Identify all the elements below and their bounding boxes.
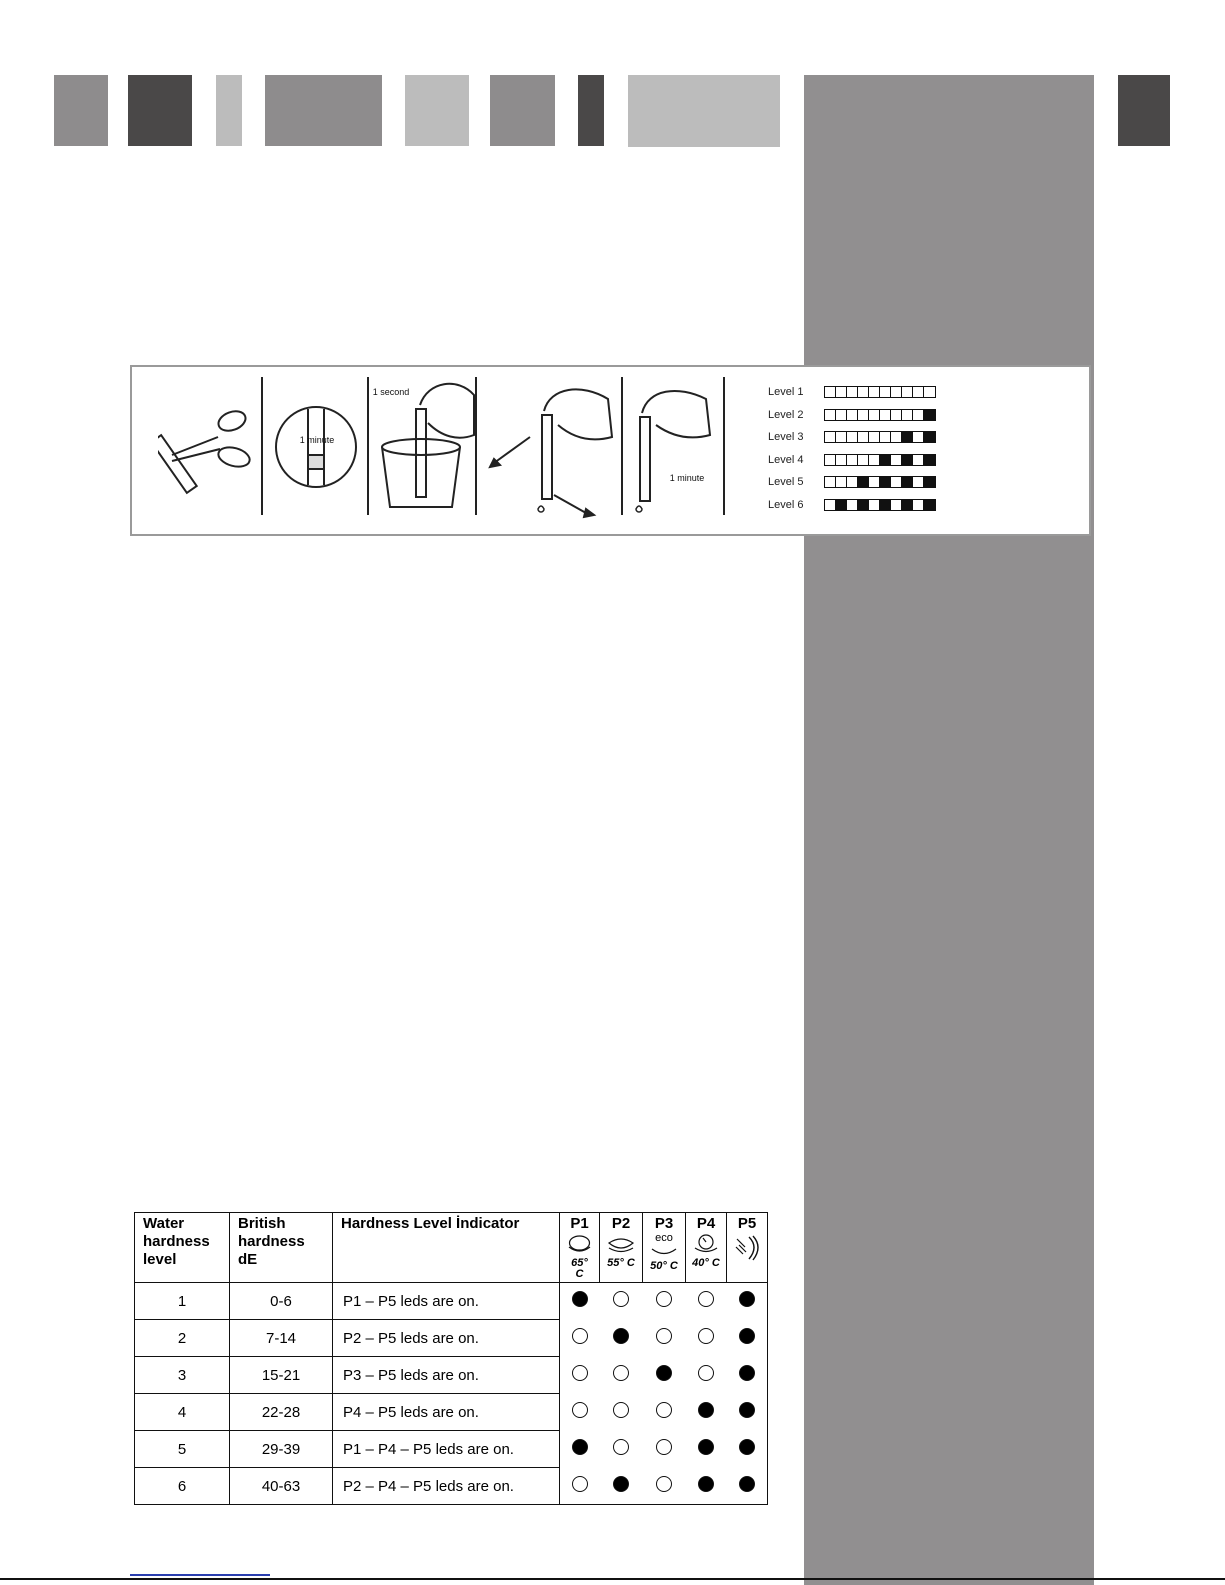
led-cell-p3 (643, 1283, 686, 1320)
strip-square (869, 500, 880, 510)
level-row (768, 381, 936, 403)
led-off-icon (613, 1439, 629, 1455)
header-block-2 (128, 75, 192, 146)
strip-square (869, 410, 880, 420)
shake-strip-icon (490, 389, 612, 517)
header-british-hardness (230, 1213, 333, 1283)
led-off-icon (613, 1365, 629, 1381)
header-line: Water (143, 1215, 185, 1232)
led-cell-p5 (727, 1283, 768, 1320)
strip-square (891, 455, 902, 465)
table-row (135, 1468, 768, 1505)
strip-square (825, 477, 836, 487)
dish-icon (649, 1246, 679, 1256)
water-hardness-level-cell: 4 (135, 1394, 230, 1431)
british-hardness-cell: 15-21 (230, 1357, 333, 1394)
led-cell-p4 (686, 1431, 727, 1468)
water-hardness-level-cell: 5 (135, 1431, 230, 1468)
strip-square (924, 410, 935, 420)
strip-square (924, 387, 935, 397)
led-cell-p5 (727, 1357, 768, 1394)
program-temp: 40° C (692, 1257, 720, 1269)
level-label: Level 4 (768, 453, 804, 466)
led-cell-p2 (600, 1394, 643, 1431)
strip-square (880, 477, 891, 487)
strip-square (836, 477, 847, 487)
level-strip (824, 409, 936, 421)
strip-square (924, 477, 935, 487)
strip-square (891, 387, 902, 397)
led-cell-p3 (643, 1394, 686, 1431)
led-on-icon (739, 1291, 755, 1307)
level-row (768, 471, 936, 493)
header-block-5 (405, 75, 469, 146)
strip-square (924, 500, 935, 510)
header-program-p4 (686, 1213, 727, 1283)
strip-square (880, 410, 891, 420)
led-off-icon (656, 1291, 672, 1307)
led-cell-p2 (600, 1431, 643, 1468)
header-block-6 (490, 75, 555, 146)
led-off-icon (656, 1402, 672, 1418)
led-on-icon (739, 1402, 755, 1418)
led-off-icon (572, 1476, 588, 1492)
program-temp: 50° C (650, 1260, 678, 1272)
table-header-row (135, 1213, 768, 1283)
program-temp: 65° C (571, 1257, 588, 1280)
strip-square (880, 500, 891, 510)
table-row (135, 1431, 768, 1468)
led-off-icon (698, 1328, 714, 1344)
led-cell-p1 (560, 1431, 600, 1468)
strip-square (902, 387, 913, 397)
strip-square (858, 477, 869, 487)
led-on-icon (739, 1365, 755, 1381)
strip-square (847, 500, 858, 510)
strip-square (836, 432, 847, 442)
led-cell-p3 (643, 1320, 686, 1357)
water-hardness-level-cell: 1 (135, 1283, 230, 1320)
tap-water-icon (276, 407, 356, 487)
led-off-icon (698, 1365, 714, 1381)
strip-square (880, 455, 891, 465)
wait-strip-icon (640, 391, 710, 501)
led-off-icon (656, 1328, 672, 1344)
strip-square (924, 432, 935, 442)
step5-duration-label: 1 minute (669, 473, 705, 483)
level-strip (824, 476, 936, 488)
hardness-indicator-cell: P2 – P4 – P5 leds are on. (333, 1468, 560, 1505)
british-hardness-cell: 0-6 (230, 1283, 333, 1320)
strip-square (913, 432, 924, 442)
strip-square (825, 432, 836, 442)
strip-square (913, 500, 924, 510)
hardness-indicator-cell: P1 – P5 leds are on. (333, 1283, 560, 1320)
strip-square (858, 455, 869, 465)
hardness-indicator-cell: P3 – P5 leds are on. (333, 1357, 560, 1394)
led-on-icon (739, 1476, 755, 1492)
british-hardness-cell: 29-39 (230, 1431, 333, 1468)
eco-icon: eco (655, 1232, 673, 1244)
led-cell-p2 (600, 1283, 643, 1320)
strip-square (891, 477, 902, 487)
strip-square (913, 410, 924, 420)
led-cell-p1 (560, 1394, 600, 1431)
led-off-icon (656, 1439, 672, 1455)
level-label: Level 3 (768, 431, 804, 443)
level-row (768, 404, 936, 426)
header-program-p5 (727, 1213, 768, 1283)
led-cell-p4 (686, 1394, 727, 1431)
strip-square (913, 387, 924, 397)
british-hardness-cell: 22-28 (230, 1394, 333, 1431)
strip-square (902, 477, 913, 487)
dip-strip-icon (382, 384, 474, 507)
strip-square (825, 387, 836, 397)
header-block-7 (578, 75, 604, 146)
side-panel (804, 75, 1094, 1585)
strip-square (902, 500, 913, 510)
strip-square (836, 455, 847, 465)
led-on-icon (613, 1328, 629, 1344)
level-row (768, 426, 936, 448)
level-strip (824, 499, 936, 511)
strip-square (913, 455, 924, 465)
british-hardness-cell: 40-63 (230, 1468, 333, 1505)
program-name: P3 (654, 1215, 674, 1232)
led-cell-p4 (686, 1283, 727, 1320)
led-cell-p1 (560, 1357, 600, 1394)
pot-icon (566, 1233, 593, 1253)
program-temp: 55° C (607, 1257, 635, 1269)
led-cell-p4 (686, 1357, 727, 1394)
led-cell-p5 (727, 1394, 768, 1431)
led-on-icon (698, 1439, 714, 1455)
header-block-8 (628, 75, 780, 147)
strip-square (880, 432, 891, 442)
strip-square (847, 477, 858, 487)
step3-duration-label: 1 second (372, 387, 410, 397)
led-cell-p4 (686, 1468, 727, 1505)
header-program-p2 (600, 1213, 643, 1283)
led-cell-p2 (600, 1320, 643, 1357)
led-on-icon (572, 1439, 588, 1455)
header-block-4 (265, 75, 382, 146)
strip-square (869, 455, 880, 465)
led-off-icon (613, 1291, 629, 1307)
british-hardness-cell: 7-14 (230, 1320, 333, 1357)
strip-square (869, 387, 880, 397)
strip-square (847, 455, 858, 465)
led-off-icon (698, 1291, 714, 1307)
level-strip (824, 431, 936, 443)
program-name: P5 (737, 1215, 757, 1232)
led-on-icon (739, 1328, 755, 1344)
footer-link-underline (130, 1574, 270, 1576)
strip-square (880, 387, 891, 397)
strip-square (847, 410, 858, 420)
level-label: Level 5 (768, 476, 804, 488)
led-cell-p2 (600, 1357, 643, 1394)
scissors-icon (158, 408, 252, 493)
header-block-9 (1118, 75, 1170, 146)
strip-square (891, 500, 902, 510)
strip-square (847, 387, 858, 397)
level-strip (824, 454, 936, 466)
strip-square (858, 432, 869, 442)
strip-square (825, 410, 836, 420)
hardness-indicator-cell: P1 – P4 – P5 leds are on. (333, 1431, 560, 1468)
header-line: Hardness Level İndicator (341, 1215, 520, 1232)
led-on-icon (656, 1365, 672, 1381)
level-row (768, 494, 936, 516)
strip-square (902, 432, 913, 442)
led-cell-p1 (560, 1468, 600, 1505)
led-cell-p2 (600, 1468, 643, 1505)
led-off-icon (572, 1402, 588, 1418)
strip-square (858, 500, 869, 510)
led-cell-p5 (727, 1431, 768, 1468)
strip-square (869, 432, 880, 442)
led-off-icon (613, 1402, 629, 1418)
strip-square (858, 387, 869, 397)
header-water-hardness-level (135, 1213, 230, 1283)
level-row (768, 449, 936, 471)
header-line: British (238, 1215, 286, 1232)
timer-icon (692, 1233, 720, 1253)
strip-square (825, 455, 836, 465)
hardness-indicator-cell: P2 – P5 leds are on. (333, 1320, 560, 1357)
water-hardness-level-cell: 6 (135, 1468, 230, 1505)
water-hardness-level-cell: 2 (135, 1320, 230, 1357)
strip-square (902, 455, 913, 465)
strip-square (891, 432, 902, 442)
led-cell-p5 (727, 1468, 768, 1505)
hardness-indicator-cell: P4 – P5 leds are on. (333, 1394, 560, 1431)
header-line: dE (238, 1251, 258, 1268)
strip-square (891, 410, 902, 420)
test-strip-figure (130, 365, 1091, 536)
header-line: hardness (143, 1233, 210, 1250)
test-strip-figure-inner (158, 375, 1068, 525)
strip-square (825, 500, 836, 510)
header-line: hardness (238, 1233, 305, 1250)
led-on-icon (698, 1402, 714, 1418)
header-block-1 (54, 75, 108, 146)
level-label: Level 2 (768, 408, 804, 421)
level-label: Level 6 (768, 498, 804, 511)
prewash-icon (733, 1233, 761, 1263)
header-block-3 (216, 75, 242, 146)
led-cell-p1 (560, 1283, 600, 1320)
strip-square (836, 500, 847, 510)
led-cell-p4 (686, 1320, 727, 1357)
header-program-p3 (643, 1213, 686, 1283)
header-hardness-level-indicator (333, 1213, 560, 1283)
table-row (135, 1283, 768, 1320)
led-off-icon (656, 1476, 672, 1492)
program-name: P2 (611, 1215, 631, 1232)
led-on-icon (572, 1291, 588, 1307)
strip-square (836, 410, 847, 420)
led-off-icon (572, 1365, 588, 1381)
step2-duration-label: 1 minute (299, 435, 335, 445)
program-name: P1 (570, 1215, 589, 1232)
strip-square (869, 477, 880, 487)
program-name: P4 (696, 1215, 716, 1232)
header-line: level (143, 1251, 177, 1268)
led-cell-p1 (560, 1320, 600, 1357)
led-off-icon (572, 1328, 588, 1344)
footer-rule (0, 1578, 1225, 1580)
level-strip (824, 386, 936, 398)
table-row (135, 1357, 768, 1394)
led-on-icon (613, 1476, 629, 1492)
table-row (135, 1394, 768, 1431)
strip-square (913, 477, 924, 487)
led-on-icon (698, 1476, 714, 1492)
led-on-icon (739, 1439, 755, 1455)
header-program-p1 (560, 1213, 600, 1283)
led-cell-p5 (727, 1320, 768, 1357)
strip-square (858, 410, 869, 420)
led-cell-p3 (643, 1431, 686, 1468)
hardness-level-table (134, 1212, 768, 1505)
table-row (135, 1320, 768, 1357)
strip-square (836, 387, 847, 397)
bowl-icon (606, 1233, 636, 1253)
strip-square (902, 410, 913, 420)
level-label: Level 1 (768, 386, 804, 398)
led-cell-p3 (643, 1468, 686, 1505)
led-cell-p3 (643, 1357, 686, 1394)
water-hardness-level-cell: 3 (135, 1357, 230, 1394)
strip-square (924, 455, 935, 465)
strip-square (847, 432, 858, 442)
